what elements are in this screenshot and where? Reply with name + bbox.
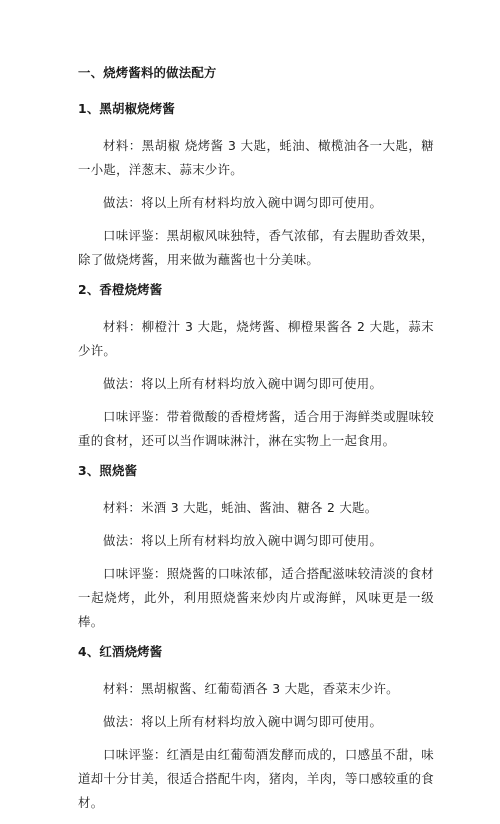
section-heading: 4、红酒烧烤酱 [78,644,163,659]
review-paragraph: 口味评鉴：带着微酸的香橙烤酱，适合用于海鲜类或腥味较重的食材，还可以当作调味淋汁，淋在实物上一起食用。 [78,409,434,448]
recipe-section [78,100,434,272]
method-paragraph: 做法：将以上所有材料均放入碗中调匀即可使用。 [103,533,383,548]
recipe-section [78,462,434,634]
ingredients-paragraph: 材料：黑胡椒酱、红葡萄酒各 3 大匙，香菜末少许。 [103,681,399,696]
document-title: 一、烧烤酱料的做法配方 [78,65,217,80]
ingredients-paragraph: 材料：米酒 3 大匙，蚝油、酱油、糖各 2 大匙。 [103,500,378,515]
document-body [78,64,434,824]
ingredients-paragraph: 材料：黑胡椒 烧烤酱 3 大匙，蚝油、橄榄油各一大匙，糖一小匙，洋葱末、蒜末少许。 [78,138,434,177]
review-paragraph: 口味评鉴：照烧酱的口味浓郁，适合搭配滋味较清淡的食材一起烧烤，此外，利用照烧酱来炒肉片或海鲜，风味更是一级棒。 [78,566,434,629]
method-paragraph: 做法：将以上所有材料均放入碗中调匀即可使用。 [103,195,383,210]
section-heading: 1、黑胡椒烧烤酱 [78,101,175,116]
ingredients-paragraph: 材料：柳橙汁 3 大匙，烧烤酱、柳橙果酱各 2 大匙，蒜末少许。 [78,319,434,358]
method-paragraph: 做法：将以上所有材料均放入碗中调匀即可使用。 [103,714,383,729]
review-paragraph: 口味评鉴：黑胡椒风味独特，香气浓郁，有去腥助香效果，除了做烧烤酱，用来做为蘸酱也十分美味。 [78,228,434,267]
section-heading: 3、照烧酱 [78,463,138,478]
recipe-section [78,281,434,453]
section-heading: 2、香橙烧烤酱 [78,282,163,297]
recipe-section [78,643,434,815]
method-paragraph: 做法：将以上所有材料均放入碗中调匀即可使用。 [103,376,383,391]
review-paragraph: 口味评鉴：红酒是由红葡萄酒发酵而成的，口感虽不甜，味道却十分甘美，很适合搭配牛肉，猪肉，羊肉，等口感较重的食材。 [78,747,434,810]
